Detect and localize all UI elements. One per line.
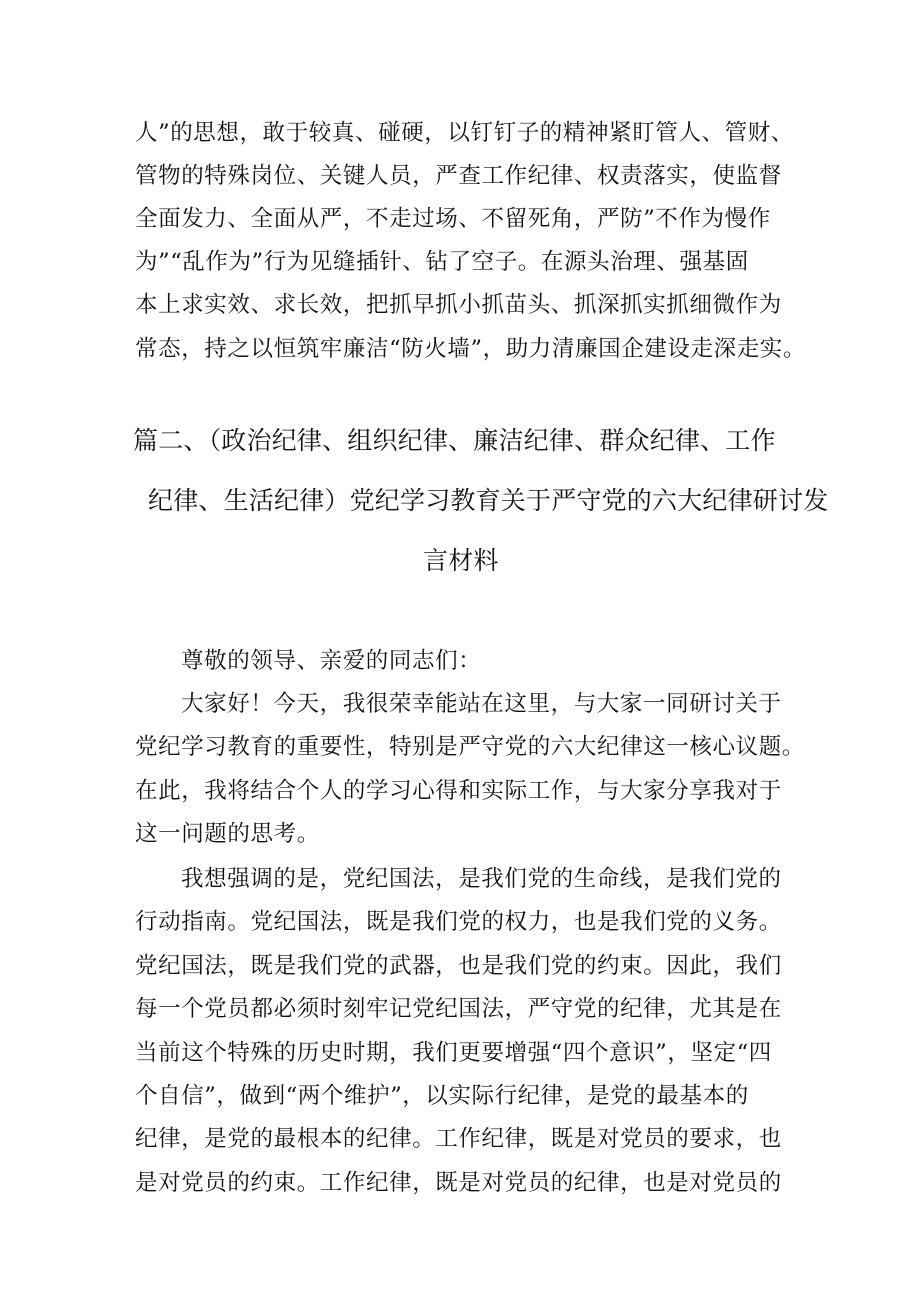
paragraph-line: 本上求实效、求长效，把抓早抓小抓苗头、抓深抓实抓细微作为 bbox=[135, 292, 782, 318]
paragraph-line: 当前这个特殊的历史时期，我们更要增强“四个意识”，坚定“四 bbox=[135, 1040, 772, 1066]
paragraph-line: 是对党员的约束。工作纪律，既是对党员的纪律，也是对党员的 bbox=[135, 1170, 782, 1196]
paragraph-line: 在此，我将结合个人的学习心得和实际工作，与大家分享我对于 bbox=[135, 778, 782, 804]
paragraph-line: 每一个党员都必须时刻牢记党纪国法，严守党的纪律，尤其是在 bbox=[135, 996, 782, 1022]
paragraph-line: 常态，持之以恒筑牢廉洁“防火墙”，助力清廉国企建设走深走实。 bbox=[135, 336, 807, 362]
paragraph-line: 人”的思想，敢于较真、碰硬，以钉钉子的精神紧盯管人、管财、 bbox=[135, 120, 794, 146]
section-title-line: 言材料 bbox=[423, 546, 499, 575]
paragraph-line: 党纪学习教育的重要性，特别是严守党的六大纪律这一核心议题。 bbox=[135, 734, 805, 760]
section-title-line: 纪律、生活纪律）党纪学习教育关于严守党的六大纪律研讨发 bbox=[148, 486, 829, 515]
paragraph-line: 管物的特殊岗位、关键人员，严查工作纪律、权责落实，使监督 bbox=[135, 163, 782, 189]
paragraph-line: 党纪国法，既是我们党的武器，也是我们党的约束。因此，我们 bbox=[135, 953, 782, 979]
paragraph-line: 我想强调的是，党纪国法，是我们党的生命线，是我们党的 bbox=[181, 866, 782, 892]
paragraph-line: 为”“乱作为”行为见缝插针、钻了空子。在源头治理、强基固 bbox=[135, 249, 749, 275]
salutation: 尊敬的领导、亲爱的同志们： bbox=[181, 648, 482, 674]
section-title-line: 篇二、（政治纪律、组织纪律、廉洁纪律、群众纪律、工作 bbox=[133, 426, 776, 455]
paragraph-line: 行动指南。党纪国法，既是我们党的权力，也是我们党的义务。 bbox=[135, 909, 782, 935]
paragraph-line: 这一问题的思考。 bbox=[135, 821, 320, 847]
paragraph-line: 全面发力、全面从严，不走过场、不留死角，严防”不作为慢作 bbox=[135, 206, 771, 232]
paragraph-line: 纪律，是党的最根本的纪律。工作纪律，既是对党员的要求，也 bbox=[135, 1126, 782, 1152]
paragraph-line: 个自信”，做到“两个维护”，以实际行纪律，是党的最基本的 bbox=[135, 1083, 749, 1109]
paragraph-line: 大家好！今天，我很荣幸能站在这里，与大家一同研讨关于 bbox=[181, 691, 782, 717]
